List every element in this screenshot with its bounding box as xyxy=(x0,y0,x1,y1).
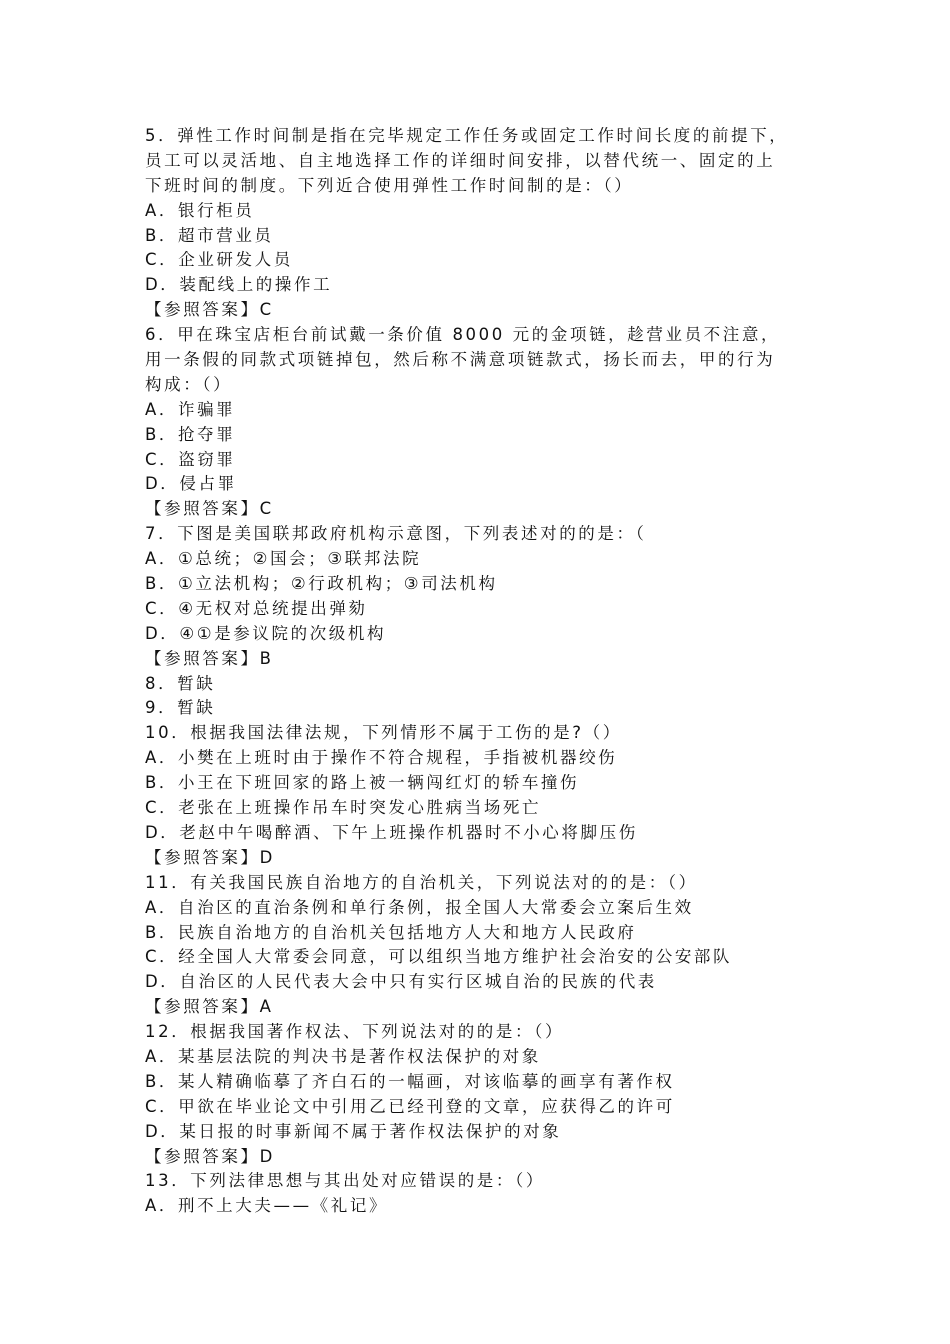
option-line: A．诈骗罪 xyxy=(145,399,236,419)
document-body xyxy=(145,124,815,1219)
option-line: C．盗窃罪 xyxy=(145,449,236,469)
option-line: D．自治区的人民代表大会中只有实行区城自治的民族的代表 xyxy=(145,972,657,992)
question-line: 11．有关我国民族自治地方的自治机关，下列说法对的的是：（） xyxy=(145,872,698,892)
option-line: A．银行柜员 xyxy=(145,200,255,220)
question-line: 10．根据我国法律法规，下列情形不属于工伤的是?（） xyxy=(145,723,622,743)
question-line: 6．甲在珠宝店柜台前试戴一条价值 8000 元的金项链，趁营业员不注意， xyxy=(145,325,781,345)
option-line: A．自治区的直治条例和单行条例，报全国人大常委会立案后生效 xyxy=(145,897,694,917)
question-line: 5．弹性工作时间制是指在完毕规定工作任务或固定工作时间长度的前提下， xyxy=(145,126,789,145)
question-line: 13．下列法律思想与其出处对应错误的是：（） xyxy=(145,1171,545,1191)
option-line: A．刑不上大夫——《礼记》 xyxy=(145,1196,389,1216)
option-line: B．小王在下班回家的路上被一辆闯红灯的轿车撞伤 xyxy=(145,773,580,793)
option-line: D．老赵中午喝醉酒、下午上班操作机器时不小心将脚压伤 xyxy=(145,822,638,842)
answer-line: 【参照答案】B xyxy=(145,648,274,668)
text-line: 用一条假的同款式项链掉包，然后称不满意项链款式，扬长而去，甲的行为 xyxy=(145,350,776,370)
option-line: C．甲欲在毕业论文中引用乙已经刊登的文章，应获得乙的许可 xyxy=(145,1096,675,1116)
answer-line: 【参照答案】A xyxy=(145,997,274,1017)
answer-line: 【参照答案】D xyxy=(145,847,275,867)
option-line: B．①立法机构；②行政机构；③司法机构 xyxy=(145,574,498,594)
option-line: D．装配线上的操作工 xyxy=(145,275,333,295)
option-line: A．小樊在上班时由于操作不符合规程，手指被机器绞伤 xyxy=(145,748,618,768)
option-line: A．①总统；②国会；③联邦法院 xyxy=(145,549,422,569)
option-line: C．④无权对总统提出弹劾 xyxy=(145,598,368,618)
option-line: C．经全国人大常委会同意，可以组织当地方维护社会治安的公安部队 xyxy=(145,947,733,967)
option-line: C．企业研发人员 xyxy=(145,250,293,270)
option-line: D．侵占罪 xyxy=(145,474,237,494)
text-line: 构成：（） xyxy=(145,374,233,394)
question-line: 8．暂缺 xyxy=(145,673,216,693)
option-line: D．④①是参议院的次级机构 xyxy=(145,623,387,643)
option-line: B．民族自治地方的自治机关包括地方人大和地方人民政府 xyxy=(145,922,637,942)
option-line: C．老张在上班操作吊车时突发心胜病当场死亡 xyxy=(145,798,542,818)
option-line: D．某日报的时事新闻不属于著作权法保护的对象 xyxy=(145,1121,562,1141)
answer-line: 【参照答案】C xyxy=(145,499,274,519)
question-line: 7．下图是美国联邦政府机构示意图，下列表述对的的是：（ xyxy=(145,524,647,544)
question-line: 9．暂缺 xyxy=(145,698,216,718)
option-line: B．某人精确临摹了齐白石的一幅画，对该临摹的画享有著作权 xyxy=(145,1071,675,1091)
answer-line: 【参照答案】C xyxy=(145,300,274,320)
option-line: B．抢夺罪 xyxy=(145,424,236,444)
question-line: 12．根据我国著作权法、下列说法对的的是：（） xyxy=(145,1022,565,1042)
option-line: A．某基层法院的判决书是著作权法保护的对象 xyxy=(145,1046,541,1066)
text-line: 员工可以灵活地、自主地选择工作的详细时间安排，以替代统一、固定的上 xyxy=(145,150,776,170)
text-line: 下班时间的制度。下列近合使用弹性工作时间制的是：（） xyxy=(145,175,634,195)
option-line: B．超市营业员 xyxy=(145,225,274,245)
answer-line: 【参照答案】D xyxy=(145,1146,275,1166)
